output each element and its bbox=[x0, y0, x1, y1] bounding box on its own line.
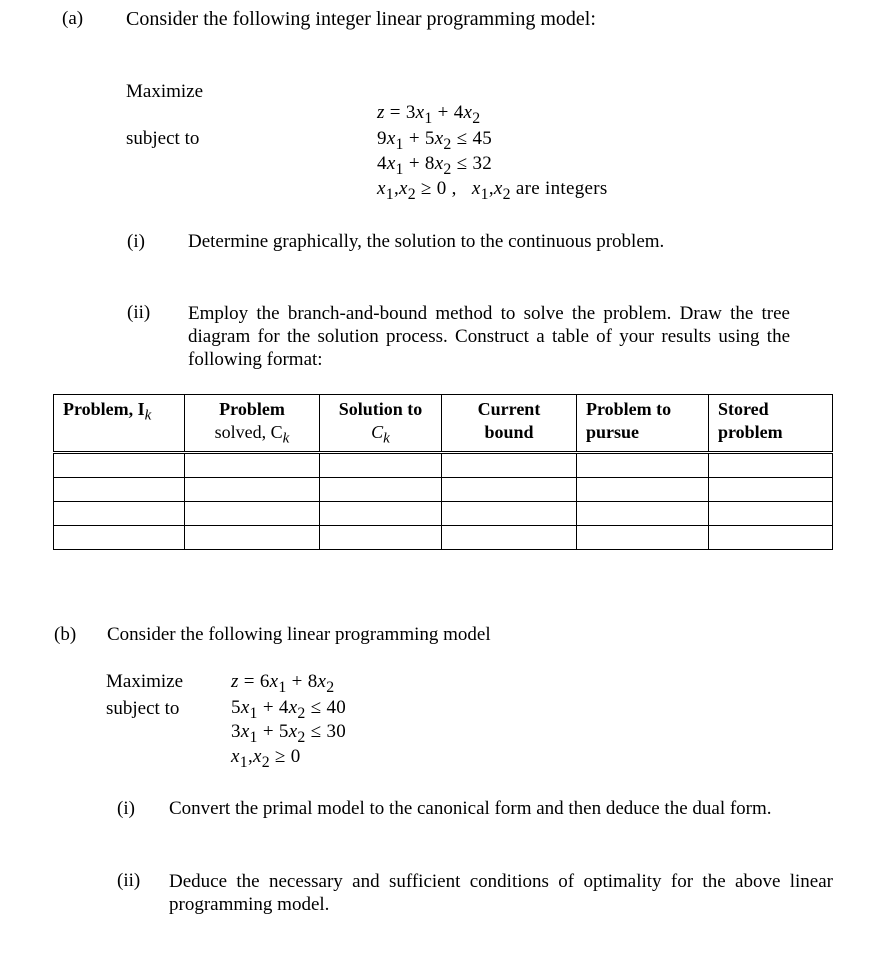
part-a-constraint-3: $x_1,x_2 \ge 0$ , $x_1,x_2$ are integers bbox=[377, 178, 608, 203]
header-current-bound: Current bound bbox=[442, 395, 577, 453]
part-b-subject-to-label: subject to bbox=[106, 698, 180, 719]
part-a-objective: $z = 3x_1 + 4x_2$ bbox=[377, 102, 481, 127]
header-problem-solved: Problem solved, $C_k$ bbox=[185, 395, 320, 453]
table-row bbox=[54, 452, 833, 477]
part-b-item-ii-text: Deduce the necessary and sufficient conditions of optimality for the above linear programming model. bbox=[169, 871, 833, 915]
header-problem-to-pursue: Problem to pursue bbox=[577, 395, 709, 453]
part-b-intro: Consider the following linear programming model bbox=[107, 624, 491, 645]
results-table bbox=[53, 394, 833, 550]
part-a-item-ii-label: (ii) bbox=[127, 302, 151, 323]
header-solution-to-ck: Solution to $C_k$ bbox=[320, 395, 442, 453]
part-a-subject-to-label: subject to bbox=[126, 128, 200, 149]
part-b-constraint-1: $5x_1 + 4x_2 \le 40$ bbox=[231, 697, 347, 722]
part-a-maximize-label: Maximize bbox=[126, 81, 204, 102]
part-a-item-ii-text: Employ the branch-and-bound method to solve the problem. Draw the tree diagram for the solution process. Construct a table of your results using the following format: bbox=[188, 303, 790, 370]
part-b-label: (b) bbox=[54, 624, 77, 645]
part-b-maximize-label: Maximize bbox=[106, 671, 184, 692]
table-row bbox=[54, 525, 833, 549]
part-a-item-i-label: (i) bbox=[127, 231, 145, 252]
header-problem-ik: Problem, $I_k$ bbox=[54, 395, 185, 453]
part-b-item-i-text: Convert the primal model to the canonical form and then deduce the dual form. bbox=[169, 798, 772, 819]
header-stored-problem: Stored problem bbox=[709, 395, 833, 453]
part-a-constraint-1: $9x_1 + 5x_2 \le 45$ bbox=[377, 128, 493, 153]
table-row bbox=[54, 477, 833, 501]
part-b-constraint-2: $3x_1 + 5x_2 \le 30$ bbox=[231, 721, 347, 746]
part-b-objective: $z = 6x_1 + 8x_2$ bbox=[231, 671, 335, 696]
results-table-header-row bbox=[54, 395, 833, 453]
table-row bbox=[54, 501, 833, 525]
part-a-intro: Consider the following integer linear programming model: bbox=[126, 8, 596, 30]
part-b-constraint-3: $x_1,x_2 \ge 0$ bbox=[231, 746, 301, 771]
part-b-item-ii-label: (ii) bbox=[117, 870, 141, 891]
part-b-item-i-label: (i) bbox=[117, 798, 135, 819]
part-a-item-i-text: Determine graphically, the solution to the continuous problem. bbox=[188, 231, 665, 252]
part-a-constraint-2: $4x_1 + 8x_2 \le 32$ bbox=[377, 153, 493, 178]
part-a-label: (a) bbox=[62, 8, 84, 29]
